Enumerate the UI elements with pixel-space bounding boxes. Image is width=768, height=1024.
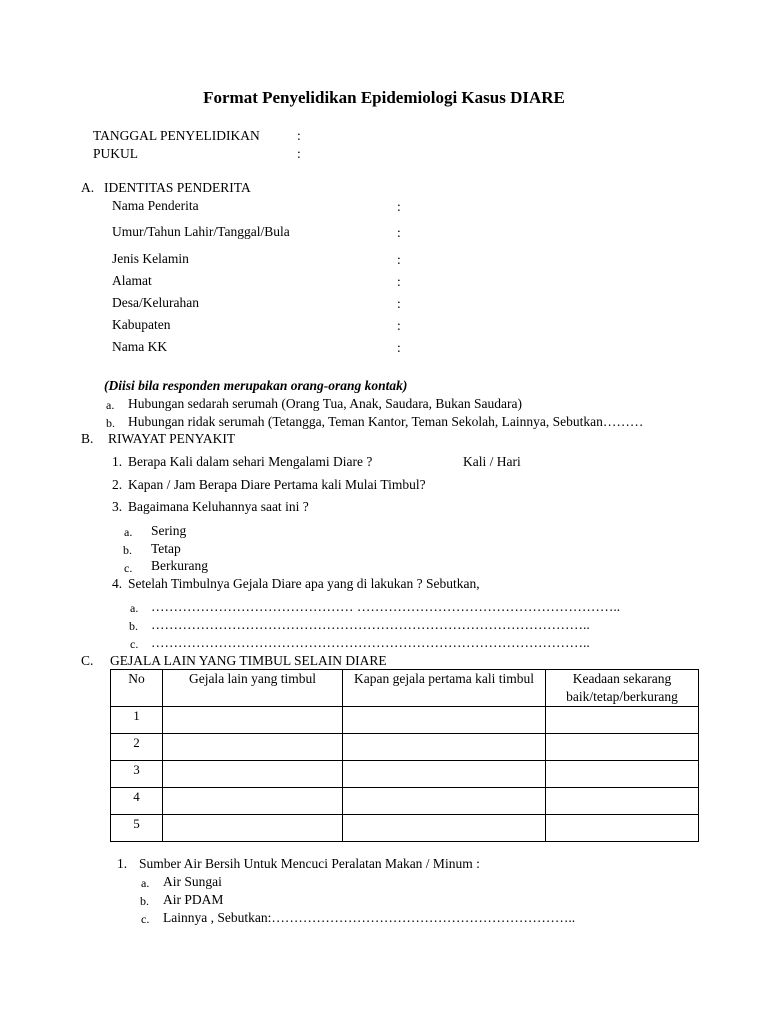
table-row [111,761,699,788]
relation-marker: b. [106,416,115,430]
table-row [111,815,699,842]
relation-tidak-serumah: Hubungan ridak serumah (Tetangga, Teman Kantor, Teman Sekolah, Lainnya, Sebutkan……… [128,414,644,429]
question-marker: 1. [112,454,123,469]
tanggal-label: TANGGAL PENYELIDIKAN [93,128,260,143]
table-cell[interactable] [546,761,699,788]
answer-line-a: ……………………………………… ………………………………………………….. [151,599,621,614]
option-marker: a. [124,525,133,539]
field-desa: Desa/Kelurahan [112,295,199,310]
table-cell[interactable] [163,815,343,842]
question-onset: Kapan / Jam Berapa Diare Pertama kali Mulai Timbul? [128,477,426,492]
field-colon: : [397,199,401,214]
row-number: 4 [111,788,163,815]
question-action: Setelah Timbulnya Gejala Diare apa yang di lakukan ? Sebutkan, [128,576,480,591]
table-cell[interactable] [343,788,546,815]
water-question: Sumber Air Bersih Untuk Mencuci Peralatan Makan / Minum : [139,856,480,871]
question-marker: 2. [112,477,123,492]
answer-marker: c. [130,637,139,651]
option-berkurang: Berkurang [151,558,208,573]
table-cell[interactable] [546,788,699,815]
section-c-heading: GEJALA LAIN YANG TIMBUL SELAIN DIARE [110,653,387,668]
table-cell[interactable] [163,707,343,734]
field-colon: : [397,274,401,289]
table-cell[interactable] [546,707,699,734]
table-cell[interactable] [546,815,699,842]
field-colon: : [397,318,401,333]
tanggal-colon: : [297,128,301,143]
answer-marker: a. [130,601,139,615]
pukul-colon: : [297,146,301,161]
answer-marker: b. [129,619,138,633]
field-nama-penderita: Nama Penderita [112,198,199,213]
field-kabupaten: Kabupaten [112,317,171,332]
water-option-pdam: Air PDAM [163,892,224,907]
field-alamat: Alamat [112,273,152,288]
field-nama-kk: Nama KK [112,339,168,354]
table-cell[interactable] [163,761,343,788]
table-cell[interactable] [343,761,546,788]
section-b-marker: B. [81,431,94,446]
question-marker: 4. [112,576,123,591]
table-cell[interactable] [163,734,343,761]
answer-line-b: …………………………………………………………………………………….. [151,617,590,632]
column-header-keadaan: Keadaan sekarang baik/tetap/berkurang [546,670,699,707]
row-number: 3 [111,761,163,788]
field-umur: Umur/Tahun Lahir/Tanggal/Bula [112,224,290,239]
table-cell[interactable] [546,734,699,761]
field-colon: : [397,340,401,355]
table-cell[interactable] [343,734,546,761]
section-a-marker: A. [81,180,95,195]
question-frequency: Berapa Kali dalam sehari Mengalami Diare ? [128,454,373,469]
section-a-heading: IDENTITAS PENDERITA [104,180,251,195]
option-tetap: Tetap [151,541,181,556]
column-header-gejala: Gejala lain yang timbul [163,670,343,707]
table-row [111,788,699,815]
column-header-no: No [111,670,163,707]
option-marker: c. [124,561,133,575]
symptom-table [110,669,699,842]
pukul-label: PUKUL [93,146,139,161]
answer-line-c: …………………………………………………………………………………….. [151,635,590,650]
column-header-kapan: Kapan gejala pertama kali timbul [343,670,546,707]
page-title: Format Penyelidikan Epidemiologi Kasus DIARE [203,88,565,107]
row-number: 2 [111,734,163,761]
water-option-marker: c. [141,912,150,926]
table-row [111,734,699,761]
water-option-marker: b. [140,894,149,908]
water-option-marker: a. [141,876,150,890]
option-sering: Sering [151,523,187,538]
field-jenis-kelamin: Jenis Kelamin [112,251,189,266]
question-marker: 3. [112,499,123,514]
relation-marker: a. [106,398,115,412]
table-cell[interactable] [163,788,343,815]
table-cell[interactable] [343,815,546,842]
water-option-sungai: Air Sungai [163,874,222,889]
field-colon: : [397,296,401,311]
table-row [111,707,699,734]
table-cell[interactable] [343,707,546,734]
water-question-marker: 1. [117,856,128,871]
contact-note: (Diisi bila responden merupakan orang-orang kontak) [104,378,408,393]
relation-sedarah: Hubungan sedarah serumah (Orang Tua, Anak, Saudara, Bukan Saudara) [128,396,523,411]
table-header-row [111,670,699,707]
option-marker: b. [123,543,132,557]
question-complaint: Bagaimana Keluhannya saat ini ? [128,499,309,514]
section-c-marker: C. [81,653,94,668]
water-option-lainnya: Lainnya , Sebutkan:………………………………………………………….. [163,910,576,925]
frequency-unit: Kali / Hari [463,454,521,469]
section-b-heading: RIWAYAT PENYAKIT [108,431,236,446]
field-colon: : [397,252,401,267]
field-colon: : [397,225,401,240]
row-number: 5 [111,815,163,842]
row-number: 1 [111,707,163,734]
